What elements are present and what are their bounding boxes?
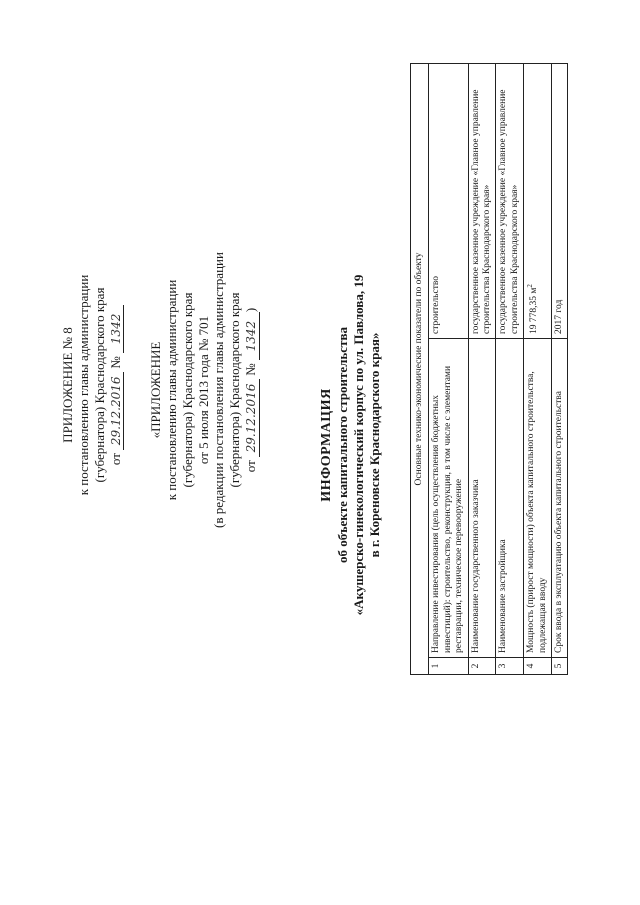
- row-value: 19 778,35 м: [529, 287, 540, 334]
- table-header-row: [411, 64, 429, 675]
- row-number: 5: [551, 658, 567, 675]
- table-row: [429, 64, 468, 675]
- handwritten-date: 29.12.2016: [109, 372, 125, 450]
- row-value: государственное казенное учреждение «Главное управление строительства Краснодарского края»: [468, 64, 496, 339]
- handwritten-number: 1342: [244, 312, 260, 360]
- row-label: Мощность (прирост мощности) объекта капитального строительства, подлежащая вводу: [524, 339, 552, 658]
- appendix-ref-line: от 5 июля 2013 года № 701: [195, 315, 211, 465]
- appendix-ref-title: «ПРИЛОЖЕНИЕ: [148, 341, 163, 439]
- indicators-table: [410, 63, 568, 675]
- row-label: Наименование государственного заказчика: [468, 339, 496, 658]
- appendix-ref-line: к постановлению главы администрации: [163, 279, 179, 501]
- row-label: Срок ввода в эксплуатацию объекта капитального строительства: [551, 339, 567, 658]
- from-label: от: [107, 453, 123, 466]
- heading-line: об объекте капитального строительства: [335, 327, 351, 563]
- row-number: 3: [496, 658, 524, 675]
- appendix-main-title: ПРИЛОЖЕНИЕ № 8: [60, 327, 75, 443]
- appendix-ref-line: (губернатора) Краснодарского края: [227, 292, 243, 488]
- table-row: [468, 64, 496, 675]
- row-number: 2: [468, 658, 496, 675]
- appendix-ref-line: (в редакции постановления главы администрации: [211, 252, 227, 528]
- appendix-reference-block: [148, 190, 260, 590]
- row-value: 2017 год: [551, 64, 567, 339]
- row-label: Наименование застройщика: [496, 339, 524, 658]
- table-row: [496, 64, 524, 675]
- table-row: [524, 64, 552, 675]
- row-value-cell: [524, 64, 552, 339]
- heading-line: в г. Кореновске Краснодарского края»: [366, 332, 382, 558]
- row-number: 4: [524, 658, 552, 675]
- row-number: 1: [429, 658, 468, 675]
- heading-title: ИНФОРМАЦИЯ: [319, 388, 334, 502]
- row-value: строительство: [429, 64, 468, 339]
- section-header: Основные технико-экономические показатели по объекту: [411, 64, 429, 675]
- document-heading: [318, 135, 383, 755]
- row-label: Направление инвестирования (цель осуществления бюджетных инвестиций): строительство, реконструкция, в том числе с элементами реставрации, техническое перевооружение: [429, 339, 468, 658]
- closing-paren: ): [243, 307, 259, 313]
- appendix-main-date-line: [108, 220, 125, 550]
- handwritten-date: 29.12.2016: [244, 379, 260, 457]
- number-label: №: [243, 363, 259, 376]
- handwritten-number: 1342: [109, 305, 125, 353]
- appendix-main-line: (губернатора) Краснодарского края: [91, 287, 107, 483]
- row-value: государственное казенное учреждение «Главное управление строительства Краснодарского края»: [496, 64, 524, 339]
- number-label: №: [107, 356, 123, 369]
- table-row: [551, 64, 567, 675]
- appendix-ref-date-line: [243, 190, 260, 590]
- appendix-main-line: к постановлению главы администрации: [75, 274, 91, 496]
- appendix-main-block: [60, 220, 124, 550]
- unit-exponent: 2: [526, 284, 535, 288]
- from-label: от: [243, 460, 259, 473]
- appendix-ref-line: (губернатора) Краснодарского края: [179, 292, 195, 488]
- heading-line: «Акушерско-гинекологический корпус по ул. Павлова, 19: [350, 274, 366, 616]
